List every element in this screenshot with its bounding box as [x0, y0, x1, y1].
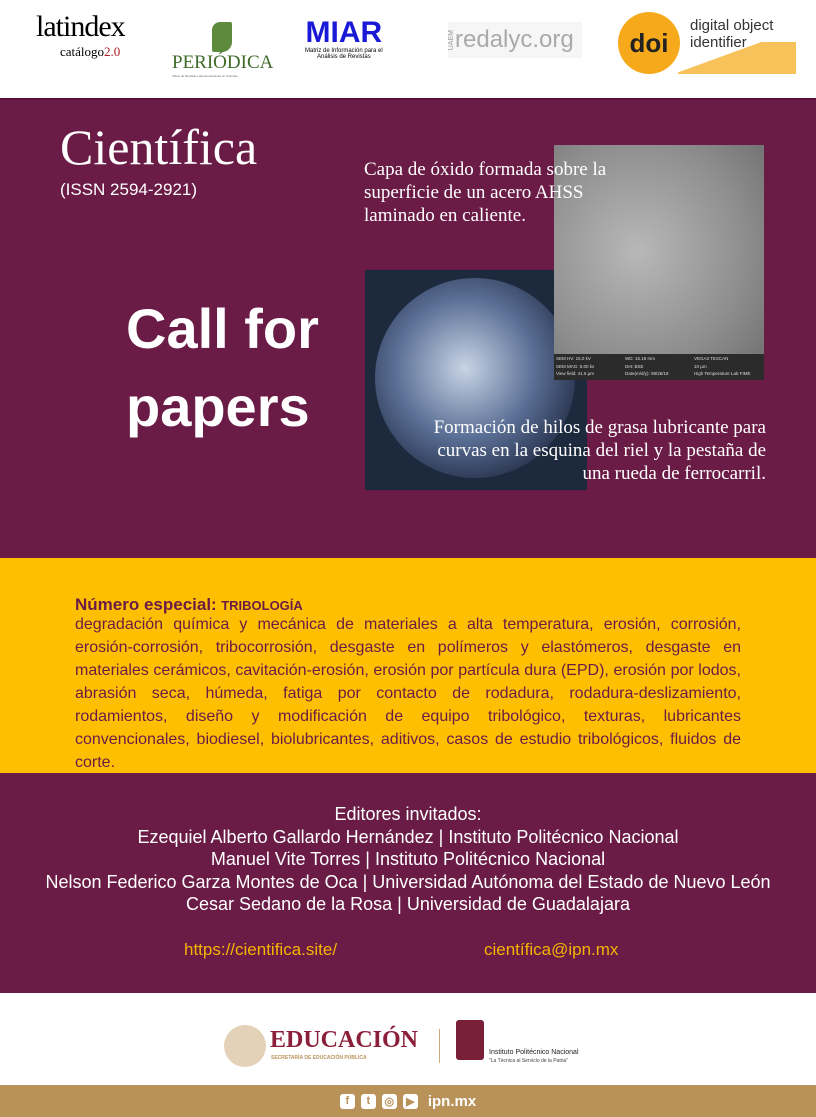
- website-link[interactable]: https://cientifica.site/: [184, 940, 338, 959]
- mexico-seal-icon: [224, 1025, 266, 1067]
- special-issue-theme: TRIBOLOGÍA: [221, 598, 303, 613]
- papers-text: papers: [126, 375, 310, 438]
- special-issue-label: Número especial:: [75, 595, 217, 614]
- hero-section: [0, 98, 816, 558]
- periodica-text: PERIÓDICA: [172, 52, 274, 73]
- facebook-icon[interactable]: f: [340, 1094, 355, 1109]
- doi-text1: digital object: [690, 17, 774, 34]
- miar-sub2: Análisis de Revistas: [317, 54, 371, 60]
- redalyc-prefix: UAEM: [448, 29, 455, 51]
- latindex-text: latindex: [36, 10, 125, 43]
- youtube-icon[interactable]: ▶: [403, 1094, 418, 1109]
- footer-logos: [0, 993, 816, 1085]
- rail-caption: Formación de hilos de grasa lubricante para curvas en la esquina del riel y la pestaña de una rueda de ferrocarril.: [433, 417, 766, 484]
- sem-viewfield: View field: 41.5 µm: [556, 371, 595, 377]
- instagram-icon[interactable]: ◎: [382, 1094, 397, 1109]
- issn: (ISSN 2594-2921): [60, 180, 198, 199]
- ipn-emblem-icon: [456, 1020, 484, 1060]
- social-bar: [0, 1085, 816, 1117]
- latindex-sub: catálogo: [60, 44, 105, 59]
- editors-section: [0, 773, 816, 993]
- sem-wd: WD: 15.19 mm: [625, 356, 656, 361]
- redalyc-logo: [448, 22, 582, 58]
- sem-lab: High Temperature Lab FIME: [694, 371, 751, 377]
- sem-hv: SEM HV: 15.0 kV: [556, 356, 591, 361]
- logo-bar: [0, 0, 816, 98]
- miar-logo: [305, 18, 383, 60]
- sep-sub: SECRETARÍA DE EDUCACIÓN PÚBLICA: [271, 1055, 367, 1061]
- sem-caption: Capa de óxido formada sobre la superficie de un acero AHSS laminado en caliente.: [364, 159, 607, 226]
- divider: [439, 1029, 440, 1063]
- doi-circle: doi: [618, 12, 680, 74]
- doi-text2: identifier: [690, 34, 747, 51]
- latindex-logo: [36, 10, 125, 60]
- topics-text: degradación química y mecánica de materiales a alta temperatura, erosión, corrosión, erosión-corrosión, tribocorrosión, desgaste en polímeros y elastómeros, desgaste en materiales cerámicos, cavitación-erosión, erosión por partícula dura (EPD), erosión por lodos, abrasión seca, húmeda, fatiga por contacto de rodadura, rodadura-deslizamiento, rodamientos, diseño y modificación de equipo tribológico, texturas, lubricantes convencionales, biodiesel, biolubricantes, aditivos, casos de estudio tribológicos, fluidos de corte.: [75, 616, 741, 771]
- miar-text: MIAR: [305, 16, 383, 49]
- sem-date: Date(m/d/y): 08/28/18: [625, 371, 669, 377]
- email-link[interactable]: científica@ipn.mx: [484, 940, 619, 959]
- editor-item: Cesar Sedano de la Rosa | Universidad de Guadalajara: [186, 894, 630, 914]
- editors-heading: Editores invitados:: [334, 804, 482, 824]
- redalyc-text: redalyc.org: [455, 26, 574, 53]
- sep-logo-text: EDUCACIÓN: [270, 1027, 419, 1053]
- miar-sub1: Matriz de Información para el: [305, 48, 383, 54]
- editor-item: Ezequiel Alberto Gallardo Hernández | Instituto Politécnico Nacional: [137, 826, 679, 847]
- sem-scale: 10 µm: [694, 363, 707, 369]
- special-issue-section: [0, 558, 816, 773]
- doi-logo: [618, 12, 798, 74]
- ipn-motto: "La Técnica al Servicio de la Patria": [489, 1058, 569, 1064]
- sem-mag: SEM MAG: 5.00 kx: [556, 363, 595, 369]
- twitter-icon[interactable]: t: [361, 1094, 376, 1109]
- sem-det: Det: BSE: [625, 363, 644, 369]
- editor-item: Nelson Federico Garza Montes de Oca | Universidad Autónoma del Estado de Nuevo León: [45, 871, 771, 892]
- journal-title: Científica: [60, 119, 258, 175]
- periodica-sub: Índice de Revistas Latinoamericanas en Ciencias: [172, 74, 238, 78]
- ipn-name: Instituto Politécnico Nacional: [489, 1049, 579, 1056]
- latindex-version: 2.0: [104, 44, 121, 59]
- editor-item: Manuel Vite Torres | Instituto Politécnico Nacional: [210, 849, 606, 869]
- call-for-text: Call for: [126, 297, 319, 360]
- ipn-site-link[interactable]: ipn.mx: [427, 1092, 477, 1110]
- periodica-logo: [172, 22, 272, 78]
- sem-instrument: VEGA3 TESCAN: [694, 356, 729, 361]
